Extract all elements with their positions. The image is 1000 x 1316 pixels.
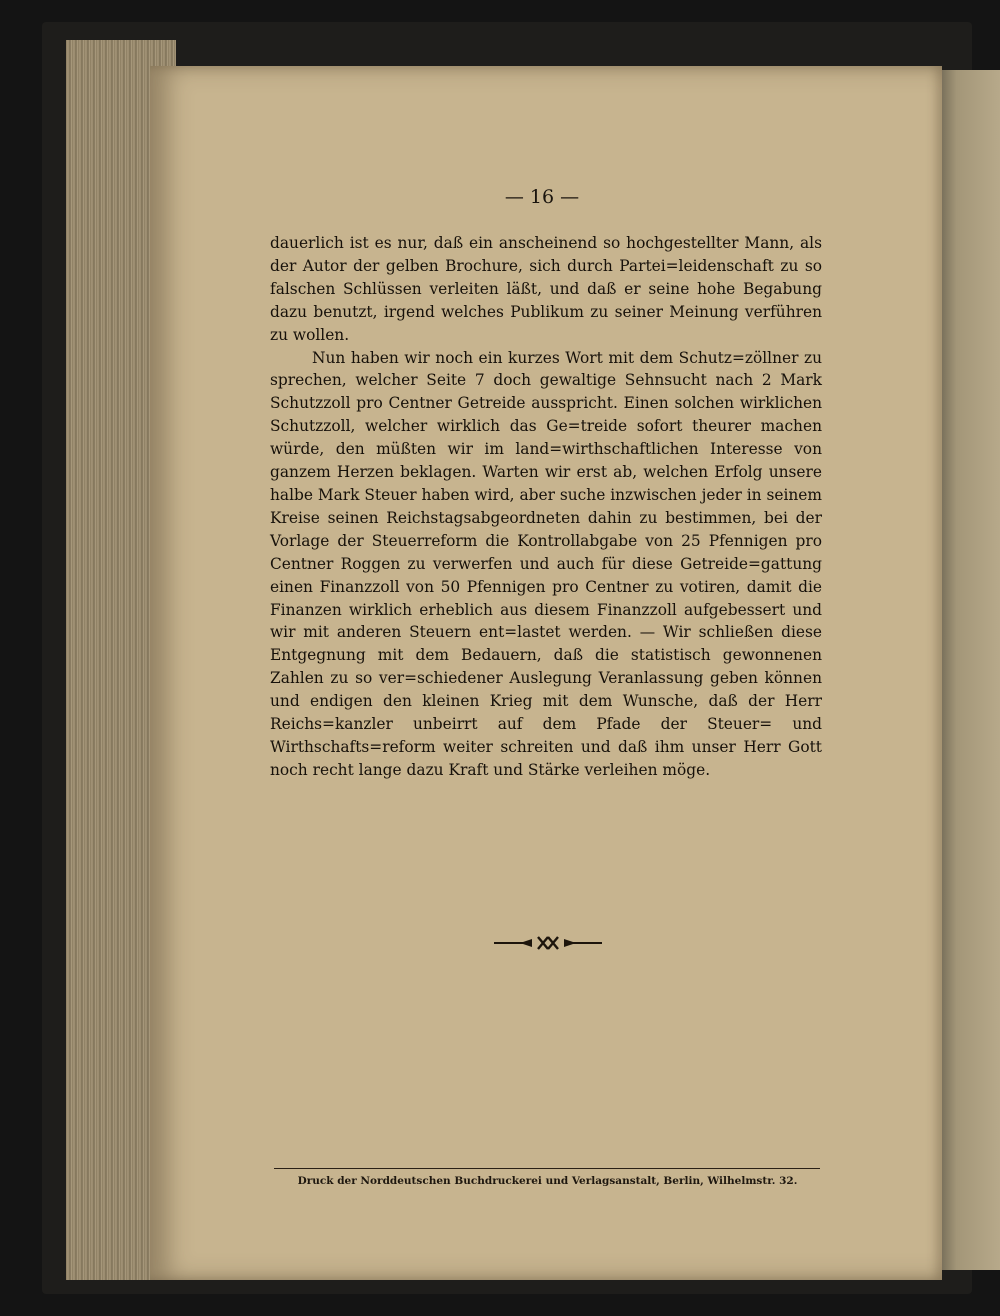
body-text bbox=[270, 232, 822, 782]
paragraph-2: Nun haben wir noch ein kurzes Wort mit dem Schutz=zöllner zu sprechen, welcher Seite 7 doch gewaltige Sehnsucht nach 2 Mark Schutzzoll pro Centner Getreide ausspricht. Einen solchen wirklichen Schutzzoll, welcher wirklich das Ge=treide sofort theurer machen würde, den müßten wir im land=wirthschaftlichen Interesse von ganzem Herzen beklagen. Warten wir erst ab, welchen Erfolg unsere halbe Mark Steuer haben wird, aber suche inzwischen jeder in seinem Kreise seinen Reichstagsabgeordneten dahin zu bestimmen, bei der Vorlage der Steuerreform die Kontrollabgabe von 25 Pfennigen pro Centner Roggen zu verwerfen und auch für diese Getreide=gattung einen Finanzzoll von 50 Pfennigen pro Centner zu votiren, damit die Finanzen wirklich erheblich aus diesem Finanzzoll aufgebessert und wir mit anderen Steuern ent=lastet werden. — Wir schließen diese Entgegnung mit dem Bedauern, daß die statistisch gewonnenen Zahlen zu so ver=schiedener Auslegung Veranlassung geben können und endigen den kleinen Krieg mit dem Wunsche, daß der Herr Reichs=kanzler unbeirrt auf dem Pfade der Steuer= und Wirthschafts=reform weiter schreiten und daß ihm unser Herr Gott noch recht lange dazu Kraft und Stärke verleihen möge. bbox=[270, 348, 822, 779]
footer-rule bbox=[274, 1168, 820, 1169]
printer-imprint: Druck der Norddeutschen Buchdruckerei und Verlagsanstalt, Berlin, Wilhelmstr. 32. bbox=[297, 1175, 798, 1187]
facing-page-edge bbox=[938, 70, 1000, 1270]
paragraph-1: dauerlich ist es nur, daß ein anscheinend so hochgestellter Mann, als der Autor der gelben Brochure, sich durch Partei=leidenschaft zu so falschen Schlüssen verleiten läßt, und daß er seine hohe Begabung dazu benutzt, irgend welches Publikum zu seiner Meinung verführen zu wollen. bbox=[270, 234, 822, 344]
page-number: — 16 — bbox=[504, 186, 580, 208]
printer-ornament-icon bbox=[492, 933, 604, 953]
